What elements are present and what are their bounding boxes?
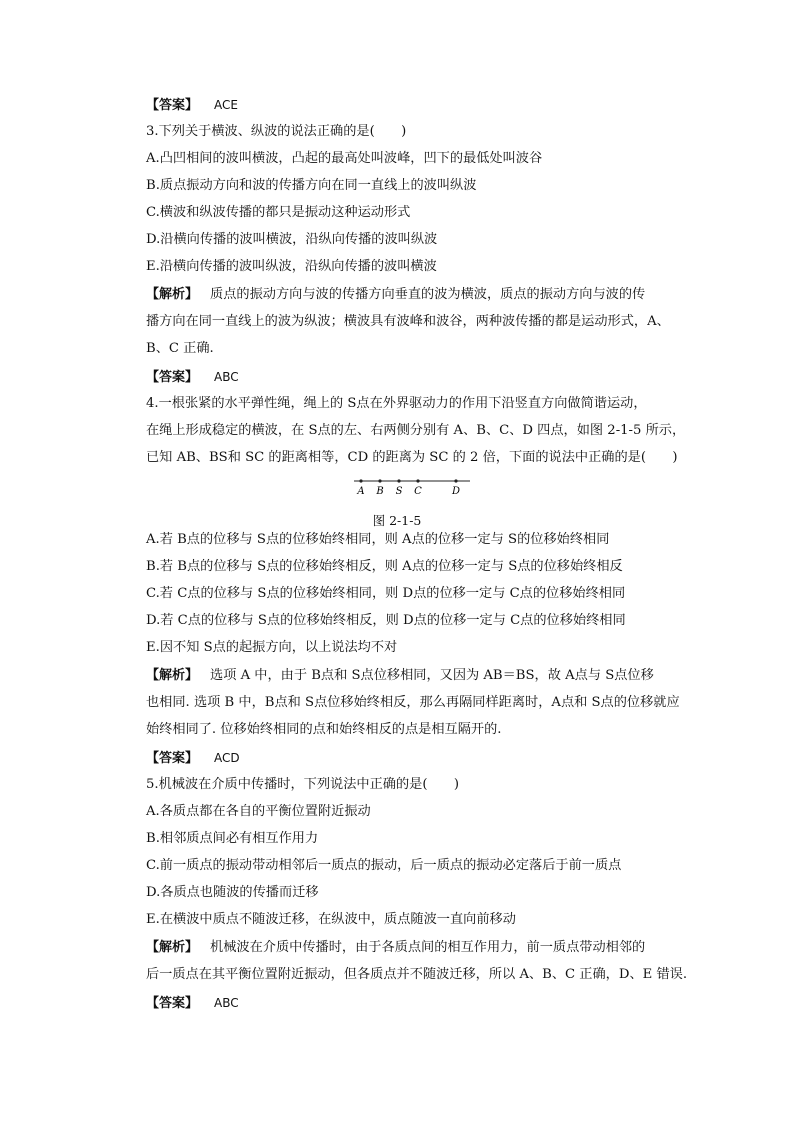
q3-answer-line (146, 368, 239, 387)
analysis-tag: 【解析】 (146, 287, 199, 302)
q3-analysis-line1 (146, 286, 645, 304)
point-c-dot (416, 479, 419, 482)
q5-answer-line (146, 994, 239, 1013)
q4-answer-line (146, 749, 240, 768)
point-b-dot (378, 479, 381, 482)
q4-stem-line1: 4.一根张紧的水平弹性绳，绳上的 S点在外界驱动力的作用下沿竖直方向做简谐运动， (146, 396, 647, 411)
q4-stem-line2: 在绳上形成稳定的横波，在 S点的左、右两侧分别有 A、B、C、D 四点，如图 2-1-5 所示， (146, 423, 686, 438)
answer-tag: 【答案】 (146, 996, 199, 1011)
q4-option-e: E.因不知 S点的起振方向，以上说法均不对 (146, 640, 398, 655)
answer-value: ABC (214, 996, 239, 1010)
answer-tag: 【答案】 (146, 751, 199, 766)
q3-analysis-line3: B、C 正确. (146, 341, 214, 356)
q4-stem-line3: 已知 AB、BS和 SC 的距离相等，CD 的距离为 SC 的 2 倍，下面的说法中正确的是( ) (146, 450, 678, 465)
answer-tag: 【答案】 (146, 98, 199, 113)
q4-analysis-line2: 也相同. 选项 B 中，B点和 S点位移始终相反，那么再隔同样距离时，A点和 S点的位移就应 (146, 695, 680, 710)
q3-analysis-line2: 播方向在同一直线上的波为纵波；横波具有波峰和波谷，两种波传播的都是运动形式，A、 (146, 314, 670, 329)
q3-option-d: D.沿横向传播的波叫横波，沿纵向传播的波叫纵波 (146, 232, 438, 247)
point-s-dot (397, 479, 400, 482)
q5-analysis-text: 机械波在介质中传播时，由于各质点间的相互作用力，前一质点带动相邻的 (210, 940, 646, 955)
q3-option-a: A.凸凹相间的波叫横波，凸起的最高处叫波峰，凹下的最低处叫波谷 (146, 151, 543, 166)
q5-analysis-line2: 后一质点在其平衡位置附近振动，但各质点并不随波迁移，所以 A、B、C 正确，D、E 错误. (146, 967, 688, 982)
answer-value: ABC (214, 370, 239, 384)
point-a-dot (359, 479, 362, 482)
answer-value: ACE (214, 98, 238, 112)
q5-option-d: D.各质点也随波的传播而迁移 (146, 885, 319, 900)
q3-analysis-text: 质点的振动方向与波的传播方向垂直的波为横波，质点的振动方向与波的传 (210, 287, 646, 302)
q5-option-c: C.前一质点的振动带动相邻后一质点的振动，后一质点的振动必定落后于前一质点 (146, 858, 622, 873)
rope-points-figure (350, 476, 474, 496)
point-s-label: S (395, 486, 403, 496)
q5-option-b: B.相邻质点间必有相互作用力 (146, 831, 319, 846)
answer-tag: 【答案】 (146, 370, 199, 385)
q3-stem: 3.下列关于横波、纵波的说法正确的是( ) (146, 124, 407, 139)
analysis-tag: 【解析】 (146, 668, 199, 683)
q4-option-d: D.若 C点的位移与 S点的位移始终相反，则 D点的位移一定与 C点的位移始终相同 (146, 613, 626, 628)
point-c-label: C (414, 486, 422, 496)
q3-option-e: E.沿横向传播的波叫纵波，沿纵向传播的波叫横波 (146, 259, 437, 274)
q5-analysis-line1 (146, 939, 645, 957)
q3-option-c: C.横波和纵波传播的都只是振动这种运动形式 (146, 205, 411, 220)
q4-option-b: B.若 B点的位移与 S点的位移始终相反，则 A点的位移一定与 S点的位移始终相反 (146, 559, 623, 574)
answer-line-prev (146, 96, 238, 115)
q4-option-a: A.若 B点的位移与 S点的位移始终相同，则 A点的位移一定与 S的位移始终相同 (146, 532, 610, 547)
point-d-label: D (451, 486, 461, 496)
q3-option-b: B.质点振动方向和波的传播方向在同一直线上的波叫纵波 (146, 178, 477, 193)
answer-value: ACD (214, 751, 240, 765)
q4-analysis-line1 (146, 667, 654, 685)
q5-stem: 5.机械波在介质中传播时，下列说法中正确的是( ) (146, 777, 459, 792)
point-a-label: A (357, 486, 365, 496)
point-b-label: B (376, 486, 384, 496)
analysis-tag: 【解析】 (146, 940, 199, 955)
q4-analysis-line3: 始终相同了. 位移始终相同的点和始终相反的点是相互隔开的. (146, 722, 502, 737)
q4-option-c: C.若 C点的位移与 S点的位移始终相同，则 D点的位移一定与 C点的位移始终相同 (146, 586, 626, 601)
point-d-dot (454, 479, 457, 482)
q5-option-e: E.在横波中质点不随波迁移，在纵波中，质点随波一直向前移动 (146, 912, 516, 927)
figure-caption: 图 2-1-5 (372, 513, 422, 528)
q4-analysis-text: 选项 A 中，由于 B点和 S点位移相同，又因为 AB＝BS，故 A点与 S点位移 (210, 668, 654, 683)
q5-option-a: A.各质点都在各自的平衡位置附近振动 (146, 804, 371, 819)
